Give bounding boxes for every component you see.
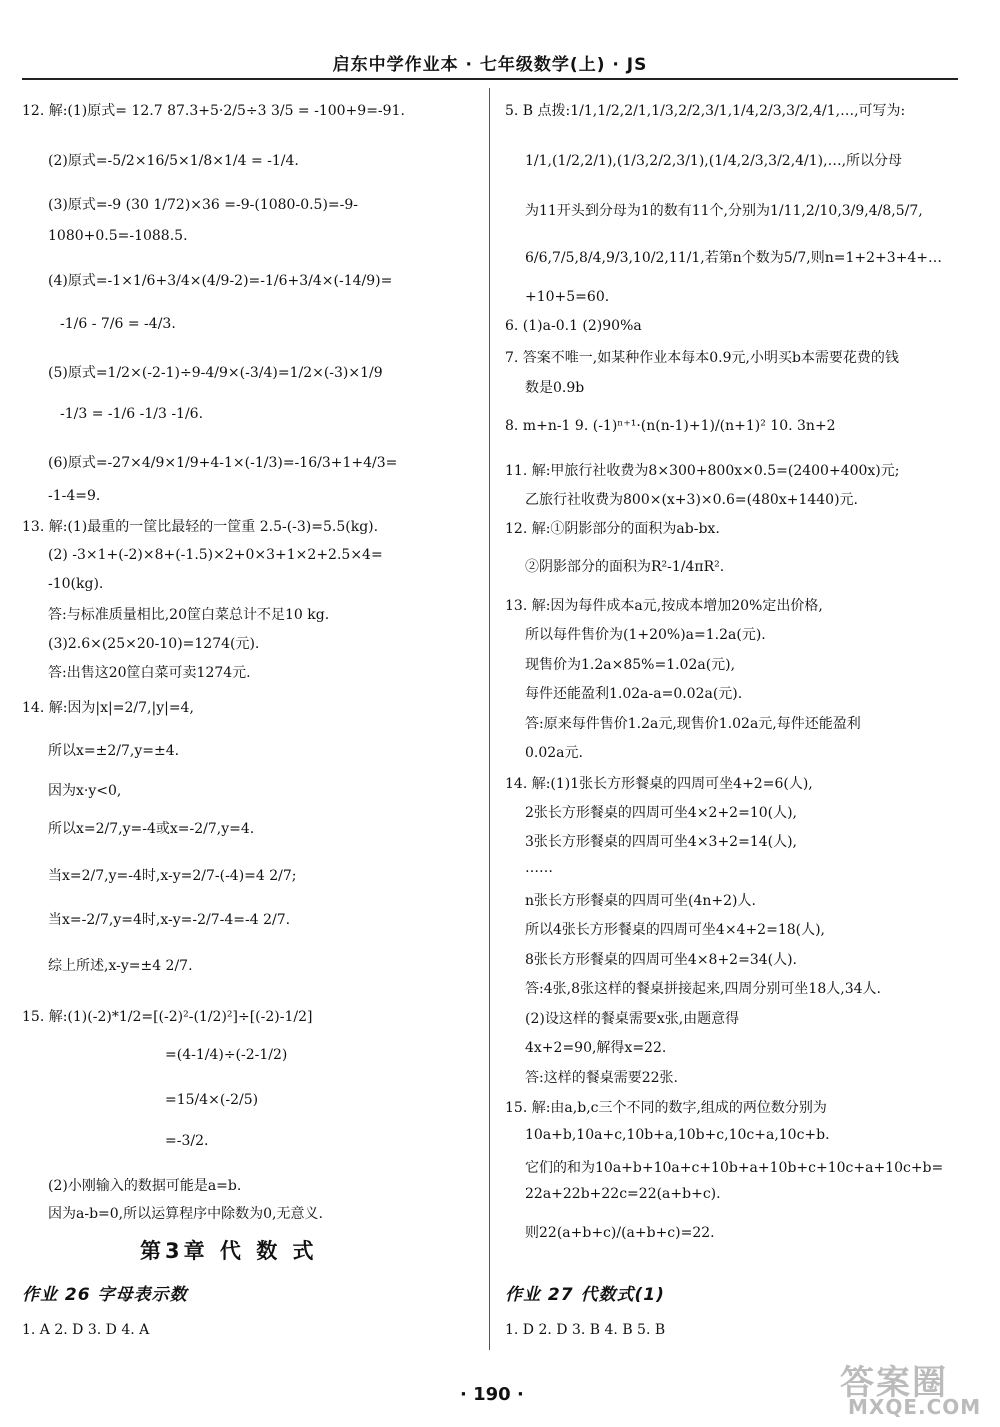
left-line: 14. 解:因为|x|=2/7,|y|=4, [22,700,194,716]
left-line: 1080+0.5=-1088.5. [48,228,188,244]
right-line: (2)设这样的餐桌需要x张,由题意得 [525,1011,740,1027]
left-line: 12. 解:(1)原式= 12.7 87.3+5·2/5÷3 3/5 = -100+9=-91. [22,103,405,119]
right-line: 3张长方形餐桌的四周可坐4×3+2=14(人), [525,834,798,850]
left-line: 所以x=±2/7,y=±4. [48,743,180,759]
left-line: 15. 解:(1)(-2)*1/2=[(-2)²-(1/2)²]÷[(-2)-1/2] [22,1009,313,1025]
left-line: (5)原式=1/2×(-2-1)÷9-4/9×(-3/4)=1/2×(-3)×1/9 [48,365,383,381]
left-line: =-3/2. [165,1133,209,1149]
header-rule [22,78,958,80]
left-line: -1-4=9. [48,488,101,504]
homework-26-answers: 1. A 2. D 3. D 4. A [22,1322,150,1338]
left-line: =(4-1/4)÷(-2-1/2) [165,1047,288,1063]
left-line: (2) -3×1+(-2)×8+(-1.5)×2+0×3+1×2+2.5×4= [48,547,383,563]
right-line: 8. m+n-1 9. (-1)ⁿ⁺¹·(n(n-1)+1)/(n+1)² 10. 3n+2 [505,418,836,434]
page-number: · 190 · [460,1384,524,1405]
right-line: 11. 解:甲旅行社收费为8×300+800x×0.5=(2400+400x)元; [505,463,900,479]
right-line: 12. 解:①阴影部分的面积为ab-bx. [505,521,720,537]
right-line: 所以4张长方形餐桌的四周可坐4×4+2=18(人), [525,922,826,938]
column-divider [489,88,490,1350]
right-line: 5. B 点拨:1/1,1/2,2/1,1/3,2/2,3/1,1/4,2/3,3/2,4/1,…,可写为: [505,103,906,119]
right-line: 22a+22b+22c=22(a+b+c). [525,1186,721,1202]
right-line: 答:这样的餐桌需要22张. [525,1070,678,1086]
page-header: 启东中学作业本 · 七年级数学(上) · JS [332,55,648,75]
right-line: 现售价为1.2a×85%=1.02a(元), [525,657,736,673]
right-line: 6. (1)a-0.1 (2)90%a [505,318,642,334]
left-line: 答:与标准质量相比,20筐白菜总计不足10 kg. [48,607,330,623]
right-line: 所以每件售价为(1+20%)a=1.2a(元). [525,627,766,643]
right-line: 则22(a+b+c)/(a+b+c)=22. [525,1225,715,1241]
right-line: 4x+2=90,解得x=22. [525,1040,667,1056]
right-line: 数是0.9b [525,380,585,396]
right-line: 1/1,(1/2,2/1),(1/3,2/2,3/1),(1/4,2/3,3/2,4/1),…,所以分母 [525,153,903,169]
homework-26-title: 作业 26 字母表示数 [22,1285,188,1305]
left-line: (3)原式=-9 (30 1/72)×36 =-9-(1080-0.5)=-9- [48,197,359,213]
watermark-bottom: MXQE.COM [848,1395,982,1419]
right-line: 13. 解:因为每件成本a元,按成本增加20%定出价格, [505,598,823,614]
right-line: 为11开头到分母为1的数有11个,分别为1/11,2/10,3/9,4/8,5/7, [525,203,923,219]
watermark-logo [840,1355,990,1425]
right-line: 7. 答案不唯一,如某种作业本每本0.9元,小明买b本需要花费的钱 [505,350,899,366]
right-line: 它们的和为10a+b+10a+c+10b+a+10b+c+10c+a+10c+b= [525,1160,944,1176]
right-line: 10a+b,10a+c,10b+a,10b+c,10c+a,10c+b. [525,1127,830,1143]
right-line: n张长方形餐桌的四周可坐(4n+2)人. [525,893,756,909]
right-line: ②阴影部分的面积为R²-1/4πR². [525,559,725,575]
watermark-top: 答案圈 [840,1363,948,1403]
right-line: 6/6,7/5,8/4,9/3,10/2,11/1,若第n个数为5/7,则n=1+2+3+4+… [525,250,942,266]
left-line: -10(kg). [48,576,104,592]
right-line: 答:4张,8张这样的餐桌拼接起来,四周分别可坐18人,34人. [525,981,881,997]
left-line: (2)原式=-5/2×16/5×1/8×1/4 = -1/4. [48,153,299,169]
left-line: (3)2.6×(25×20-10)=1274(元). [48,636,260,652]
right-line: +10+5=60. [525,289,610,305]
left-line: 所以x=2/7,y=-4或x=-2/7,y=4. [48,821,255,837]
left-line: 当x=2/7,y=-4时,x-y=2/7-(-4)=4 2/7; [48,868,297,884]
left-line: (2)小刚输入的数据可能是a=b. [48,1178,242,1194]
right-line: …… [525,860,553,876]
right-line: 答:原来每件售价1.2a元,现售价1.02a元,每件还能盈利 [525,716,861,732]
right-line: 2张长方形餐桌的四周可坐4×2+2=10(人), [525,805,798,821]
right-line: 15. 解:由a,b,c三个不同的数字,组成的两位数分别为 [505,1100,827,1116]
left-line: 13. 解:(1)最重的一筐比最轻的一筐重 2.5-(-3)=5.5(kg). [22,519,379,535]
right-line: 8张长方形餐桌的四周可坐4×8+2=34(人). [525,952,798,968]
left-line: -1/6 - 7/6 = -4/3. [60,316,176,332]
left-line: (4)原式=-1×1/6+3/4×(4/9-2)=-1/6+3/4×(-14/9)= [48,273,393,289]
right-line: 14. 解:(1)1张长方形餐桌的四周可坐4+2=6(人), [505,776,813,792]
right-line: 乙旅行社收费为800×(x+3)×0.6=(480x+1440)元. [525,492,858,508]
left-line: 当x=-2/7,y=4时,x-y=-2/7-4=-4 2/7. [48,912,291,928]
right-line: 每件还能盈利1.02a-a=0.02a(元). [525,686,743,702]
right-line: 0.02a元. [525,745,583,761]
left-line: 答:出售这20筐白菜可卖1274元. [48,665,251,681]
left-line: (6)原式=-27×4/9×1/9+4-1×(-1/3)=-16/3+1+4/3= [48,455,398,471]
chapter-title: 第3章 代 数 式 [140,1239,318,1263]
left-line: -1/3 = -1/6 -1/3 -1/6. [60,406,204,422]
left-line: 因为x·y<0, [48,783,122,799]
homework-27-answers: 1. D 2. D 3. B 4. B 5. B [505,1322,666,1338]
left-line: 综上所述,x-y=±4 2/7. [48,958,193,974]
left-line: 因为a-b=0,所以运算程序中除数为0,无意义. [48,1206,323,1222]
homework-27-title: 作业 27 代数式(1) [505,1285,665,1305]
left-line: =15/4×(-2/5) [165,1092,259,1108]
